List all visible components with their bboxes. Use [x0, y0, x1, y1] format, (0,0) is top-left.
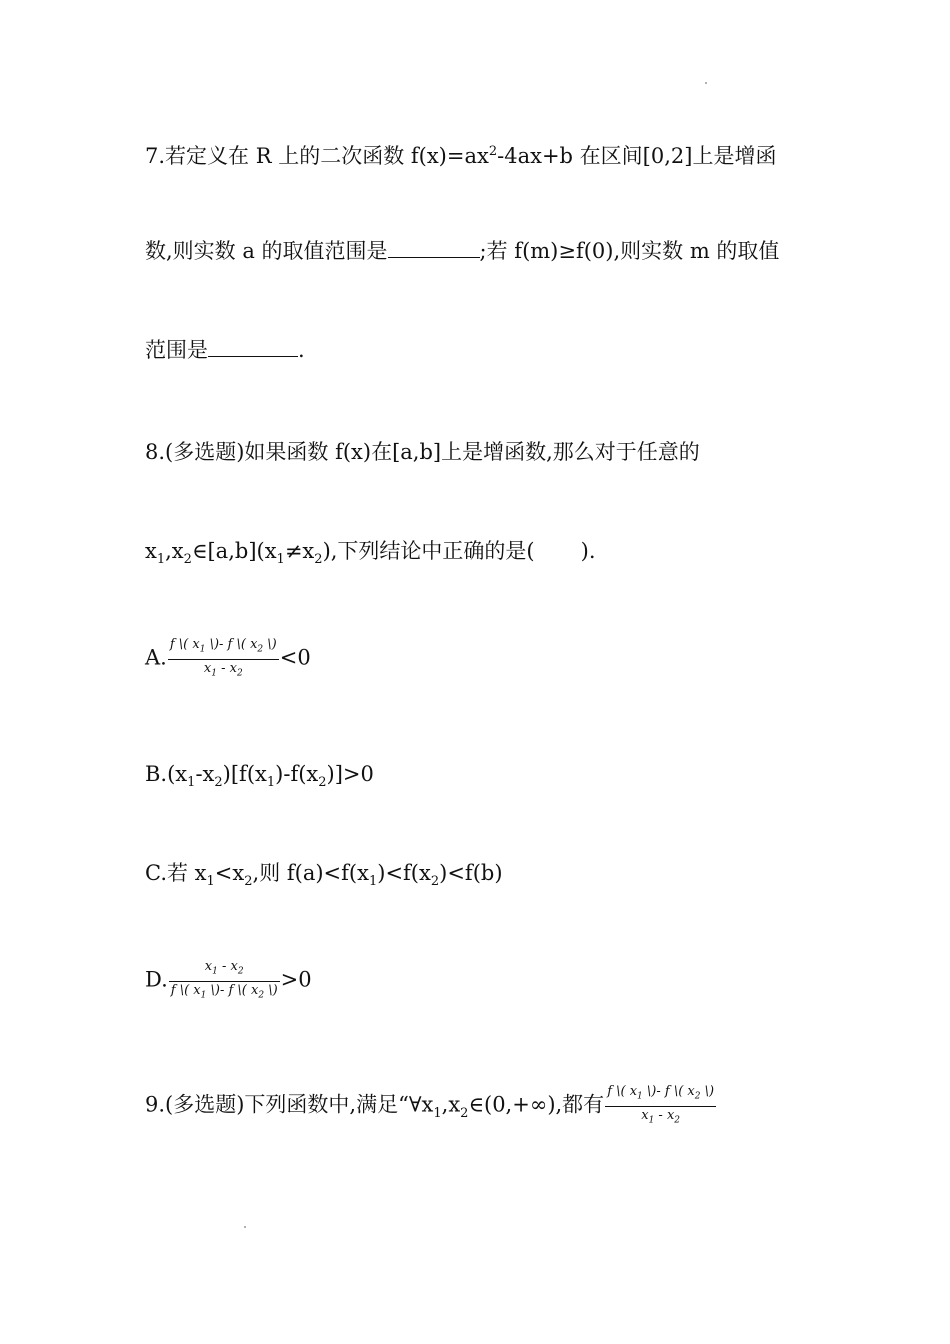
option-label: A. [145, 645, 167, 670]
q7-text-2b: ;若 f(m)≥f(0),则实数 m 的取值 [479, 239, 780, 263]
q7-answer-blank-2[interactable] [208, 338, 298, 357]
fraction-a [168, 636, 279, 682]
q8-x: x [145, 539, 157, 563]
sub: 1 [187, 775, 196, 791]
frac-text: \)- f \( x [205, 637, 258, 652]
q8-x: ,x [165, 539, 184, 563]
q8-prompt: ),下列结论中正确的是( [322, 539, 535, 563]
sub: 1 [368, 874, 378, 890]
sub: 1 [266, 775, 276, 791]
q7-line-3 [145, 336, 305, 364]
q7-superscript: 2 [488, 144, 498, 159]
opt-text: )<f(x [377, 861, 431, 885]
sub: 2 [314, 552, 323, 568]
q7-line-2 [145, 237, 779, 265]
frac-text: - x [654, 1107, 675, 1123]
frac-text: \) [264, 982, 278, 998]
opt-text: )[f(x [222, 762, 267, 786]
sub: 1 [199, 644, 206, 655]
frac-text: - x [217, 959, 238, 974]
q8-option-c[interactable] [145, 859, 503, 896]
frac-text: x [203, 660, 212, 676]
sub: 1 [212, 966, 218, 977]
sub: 1 [206, 874, 215, 890]
opt-text: <x [214, 861, 245, 885]
q8-option-a[interactable] [145, 636, 311, 682]
q7-text-3: 范围是 [145, 338, 208, 362]
scan-dot-top [705, 82, 707, 84]
q8-neq: ≠x [284, 539, 315, 563]
sub: 2 [318, 775, 327, 791]
q8-interval: ∈[a,b](x [191, 539, 277, 563]
sub: 2 [244, 874, 253, 890]
q8-line-2 [145, 537, 596, 574]
q7-text: 7.若定义在 R 上的二次函数 f(x)=ax [145, 144, 489, 168]
opt-text: B.(x [145, 762, 188, 786]
q7-line-1 [145, 138, 776, 170]
opt-text: )<f(b) [439, 861, 503, 885]
sub: 1 [211, 668, 217, 679]
sub: 2 [237, 966, 244, 977]
sub: 1 [648, 1115, 655, 1126]
sub: 2 [257, 644, 264, 655]
q9-text: ,x [441, 1092, 461, 1117]
q9-text: 9.(多选题)下列函数中,满足“∀x [145, 1092, 434, 1117]
fraction-numerator [169, 958, 280, 982]
frac-text: x [204, 959, 213, 974]
q8-option-b[interactable] [145, 760, 374, 797]
fraction-numerator [605, 1083, 716, 1107]
option-label: D. [145, 967, 168, 992]
fraction-numerator [168, 636, 279, 660]
q7-text-3-end: . [298, 338, 305, 362]
sub: 1 [200, 990, 207, 1001]
opt-text: )-f(x [275, 762, 319, 786]
q7-answer-blank-1[interactable] [388, 239, 480, 258]
fraction-d [169, 958, 280, 1004]
q8-close: ). [580, 539, 596, 563]
sub: 2 [674, 1115, 681, 1126]
option-suffix: >0 [280, 967, 312, 992]
fraction-q9 [605, 1083, 716, 1129]
q9-text: ∈(0,+∞),都有 [468, 1092, 605, 1117]
opt-text: -x [195, 762, 215, 786]
q8-text-1: 8.(多选题)如果函数 f(x)在[a,b]上是增函数,那么对于任意的 [145, 440, 700, 464]
frac-text: \) [263, 637, 277, 652]
q8-option-d[interactable] [145, 958, 312, 1004]
frac-text: - x [216, 660, 237, 676]
fraction-denominator [605, 1107, 716, 1130]
frac-text: \)- f \( x [642, 1084, 695, 1099]
frac-text: f \( x [169, 637, 200, 652]
fraction-denominator [168, 660, 279, 683]
option-suffix: <0 [279, 645, 311, 670]
frac-text: f \( x [170, 982, 201, 998]
frac-text: x [641, 1107, 649, 1123]
q7-text-2a: 数,则实数 a 的取值范围是 [145, 239, 388, 263]
frac-text: \) [700, 1084, 715, 1099]
sub: 2 [460, 1105, 469, 1121]
sub: 1 [433, 1105, 442, 1121]
sub: 2 [214, 775, 223, 791]
sub: 2 [236, 668, 243, 679]
opt-text: C.若 x [145, 861, 207, 885]
sub: 1 [637, 1091, 643, 1102]
frac-text: \)- f \( x [206, 982, 259, 998]
q8-line-1 [145, 438, 700, 466]
q7-text-rest: -4ax+b 在区间[0,2]上是增函 [497, 144, 777, 168]
sub: 1 [276, 552, 285, 568]
fraction-denominator [169, 982, 280, 1005]
q9-line-1 [145, 1083, 717, 1129]
sub: 2 [430, 874, 440, 890]
sub: 1 [156, 552, 166, 568]
sub: 2 [258, 990, 265, 1001]
sub: 2 [183, 552, 192, 568]
scan-dot-bottom [244, 1226, 246, 1228]
opt-text: ,则 f(a)<f(x [252, 861, 369, 885]
frac-text: f \( x [607, 1084, 638, 1099]
sub: 2 [694, 1091, 701, 1102]
opt-text: )]>0 [326, 762, 374, 786]
